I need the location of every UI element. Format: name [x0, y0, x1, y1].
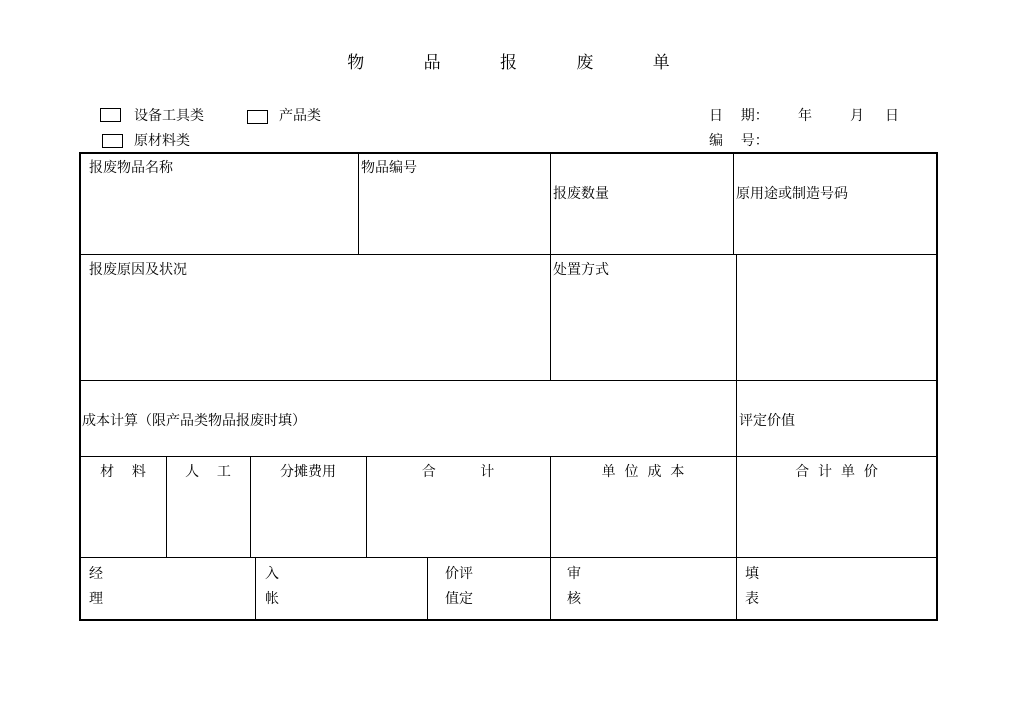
col-divider: [733, 153, 734, 254]
col-divider: [550, 153, 551, 254]
label-posting-line1: 入: [265, 566, 279, 582]
label-total: 合 计: [421, 464, 495, 480]
label-item-number: 物品编号: [361, 160, 417, 176]
label-manager-line2: 理: [89, 591, 103, 607]
row-divider: [80, 456, 937, 457]
label-products: 产品类: [279, 108, 321, 124]
col-divider: [550, 254, 551, 380]
row-divider: [80, 254, 937, 255]
col-divider: [550, 557, 551, 620]
label-review-line1: 审: [567, 566, 581, 582]
checkbox-products[interactable]: [247, 110, 268, 124]
row-divider: [80, 380, 937, 381]
label-equipment-tools: 设备工具类: [134, 108, 204, 124]
form-table: [79, 152, 938, 621]
col-divider: [427, 557, 428, 620]
day-label: 日: [885, 108, 899, 124]
label-filler-line1: 填: [745, 566, 759, 582]
label-unit-cost: 单 位 成 本: [601, 464, 685, 480]
label-valuation-line2: 值定: [445, 591, 473, 607]
label-cost-calculation: 成本计算（限产品类物品报废时填）: [82, 413, 306, 429]
label-labor: 人 工: [185, 464, 231, 480]
col-divider: [736, 557, 737, 620]
label-allocated-cost: 分摊费用: [280, 464, 336, 480]
label-raw-materials: 原材料类: [134, 133, 190, 149]
label-total-unit-price: 合 计 单 价: [795, 464, 878, 480]
label-appraised-value: 评定价值: [739, 413, 795, 429]
label-original-use: 原用途或制造号码: [736, 186, 848, 202]
number-label: 编 号：: [709, 133, 769, 149]
label-scrap-reason: 报废原因及状况: [89, 262, 187, 278]
col-divider: [736, 254, 737, 380]
form-title: 物 品 报 废 单: [347, 53, 697, 73]
col-divider: [255, 557, 256, 620]
col-divider: [358, 153, 359, 254]
col-divider: [736, 380, 737, 456]
label-scrap-quantity: 报废数量: [553, 186, 609, 202]
date-label: 日 期：: [709, 108, 769, 124]
label-item-name: 报废物品名称: [89, 160, 173, 176]
label-valuation-line1: 价评: [445, 566, 473, 582]
label-review-line2: 核: [567, 591, 581, 607]
label-posting-line2: 帐: [265, 591, 279, 607]
label-filler-line2: 表: [745, 591, 759, 607]
label-disposal-method: 处置方式: [553, 262, 609, 278]
checkbox-raw-materials[interactable]: [102, 134, 123, 148]
month-label: 月: [850, 108, 864, 124]
checkbox-equipment-tools[interactable]: [100, 108, 121, 122]
row-divider: [80, 557, 937, 558]
label-material: 材 料: [100, 464, 146, 480]
label-manager-line1: 经: [89, 566, 103, 582]
year-label: 年: [798, 108, 812, 124]
